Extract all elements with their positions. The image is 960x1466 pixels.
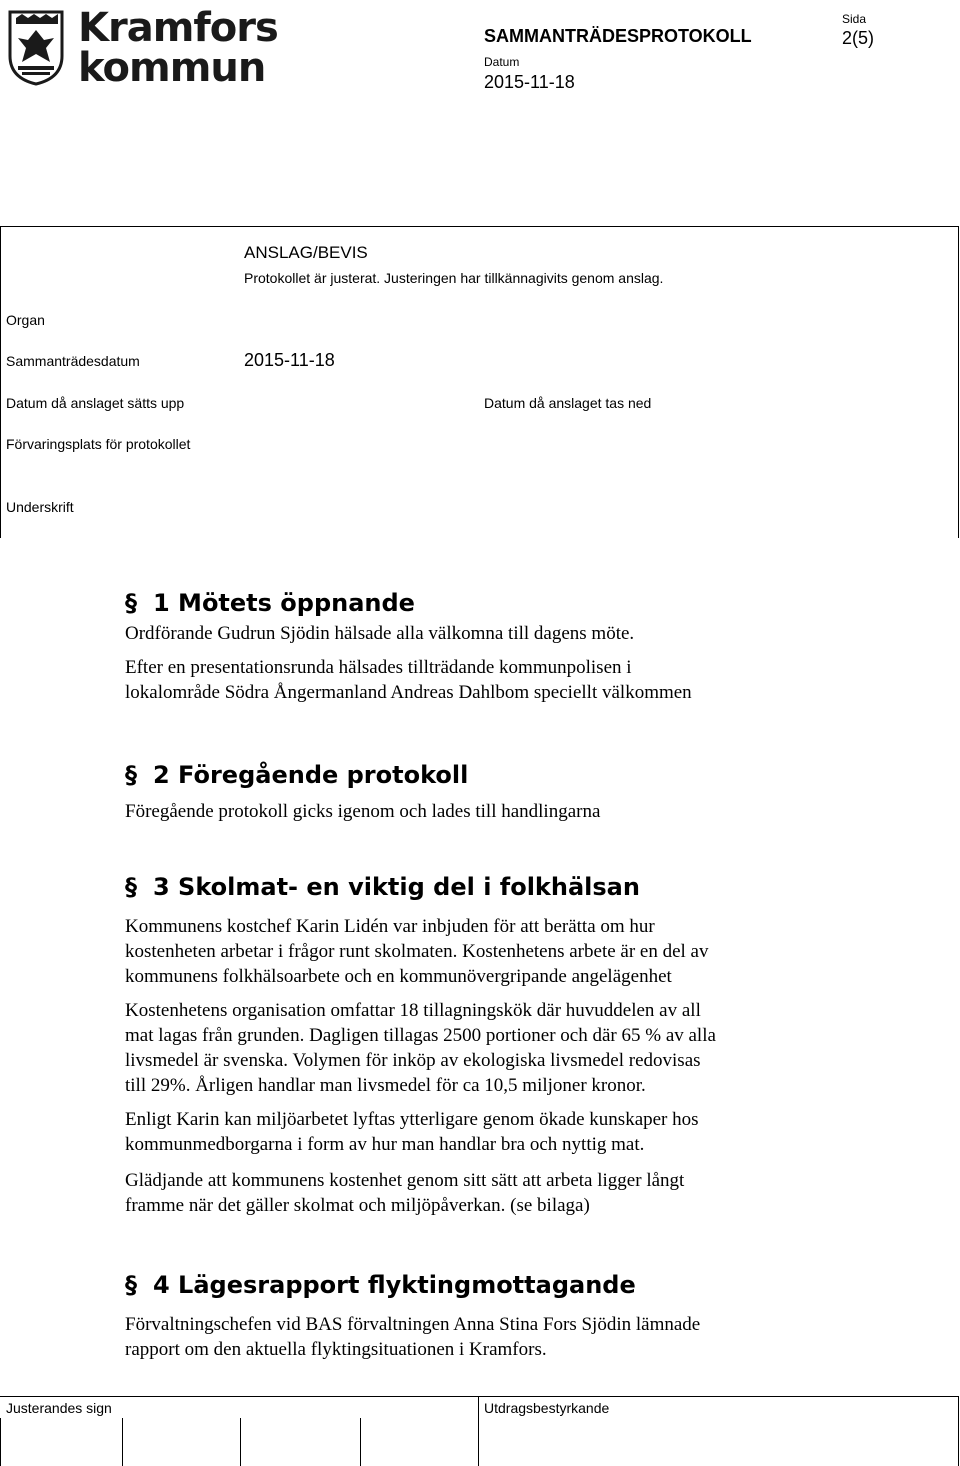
paragraph: Efter en presentationsrunda hälsades tillträdande kommunpolisen i lokalområde Södra Ångermanland Andreas Dahlbom speciellt välkommen <box>125 657 692 703</box>
coat-of-arms-icon <box>8 10 64 86</box>
section-sign-icon: § <box>125 589 137 617</box>
kramfors-logo <box>8 5 278 91</box>
paragraph: Kostenhetens organisation omfattar 18 tillagningskök där huvuddelen av all mat lagas från grunden. Dagligen tillagas 2500 portioner och där 65 % av alla livsmedel är svenska. Volymen för inköp av ekologiska livsmedel redovisas till 29%. Årligen handlar man livsmedel för ca 10,5 miljoner kronor. <box>125 1000 716 1096</box>
sammantradesdatum-value: 2015-11-18 <box>244 350 335 370</box>
section-3 <box>125 872 716 1218</box>
paragraph: Förvaltningschefen vid BAS förvaltningen Anna Stina Fors Sjödin lämnade rapport om den aktuella flyktingsituationen i Kramfors. <box>125 1314 701 1360</box>
signature-box-divider <box>0 1418 1 1466</box>
section-sign-icon: § <box>125 761 137 789</box>
paragraph: Ordförande Gudrun Sjödin hälsade alla välkomna till dagens möte. <box>125 623 635 644</box>
organ-label: Organ <box>6 312 45 328</box>
paragraph: Kommunens kostchef Karin Lidén var inbjuden för att berätta om hur kostenheten arbetar i frågor runt skolmaten. Kostenhetens arbete är en del av kommunens folkhälsoarbete och en kommunövergripande angelägenhet <box>125 916 709 987</box>
section-sign-icon: § <box>125 873 137 901</box>
section-heading: § 4 Lägesrapport flyktingmottagande <box>125 1271 636 1299</box>
section-heading: § 3 Skolmat- en viktig del i folkhälsan <box>125 873 640 901</box>
section-heading: § 1 Mötets öppnande <box>125 589 415 617</box>
satts-upp-label: Datum då anslaget sätts upp <box>6 395 185 411</box>
section-sign-icon: § <box>125 1271 137 1299</box>
anslag-box-left-border <box>0 226 1 538</box>
signature-box-divider <box>240 1418 241 1466</box>
paragraph: Föregående protokoll gicks igenom och lades till handlingarna <box>125 801 601 822</box>
anslag-title: ANSLAG/BEVIS <box>244 243 368 262</box>
anslag-subtitle: Protokollet är justerat. Justeringen har tillkännagivits genom anslag. <box>244 270 664 286</box>
utdragsbestyrkande-label: Utdragsbestyrkande <box>484 1400 610 1416</box>
page-number: 2(5) <box>842 28 875 48</box>
logo-text-kommun: kommun <box>78 45 266 91</box>
logo-text-kramfors: Kramfors <box>78 5 278 51</box>
section-heading: § 2 Föregående protokoll <box>125 761 469 789</box>
page-label: Sida <box>842 12 867 26</box>
signature-box-divider <box>122 1418 123 1466</box>
document-title: SAMMANTRÄDESPROTOKOLL <box>484 26 752 46</box>
signature-box-divider <box>958 1396 959 1466</box>
date-value: 2015-11-18 <box>484 72 575 92</box>
footer-divider <box>0 1396 959 1397</box>
justerandes-sign-label: Justerandes sign <box>6 1400 112 1416</box>
forvaringsplats-label: Förvaringsplats för protokollet <box>6 436 191 452</box>
paragraph: Glädjande att kommunens kostenhet genom sitt sätt att arbeta ligger långt framme när det gäller skolmat och miljöpåverkan. (se bilaga) <box>125 1170 685 1216</box>
signature-box-divider <box>360 1418 361 1466</box>
section-2 <box>125 760 600 824</box>
signature-box-divider <box>478 1396 479 1466</box>
underskrift-label: Underskrift <box>6 499 74 515</box>
date-label: Datum <box>484 55 520 69</box>
sammantradesdatum-label: Sammanträdesdatum <box>6 353 140 369</box>
paragraph: Enligt Karin kan miljöarbetet lyftas ytterligare genom ökade kunskaper hos kommunmedborgarna i form av hur man handlar bra och nyttig mat. <box>125 1109 699 1155</box>
section-1 <box>125 588 692 705</box>
tas-ned-label: Datum då anslaget tas ned <box>484 395 652 411</box>
section-4 <box>125 1270 700 1362</box>
